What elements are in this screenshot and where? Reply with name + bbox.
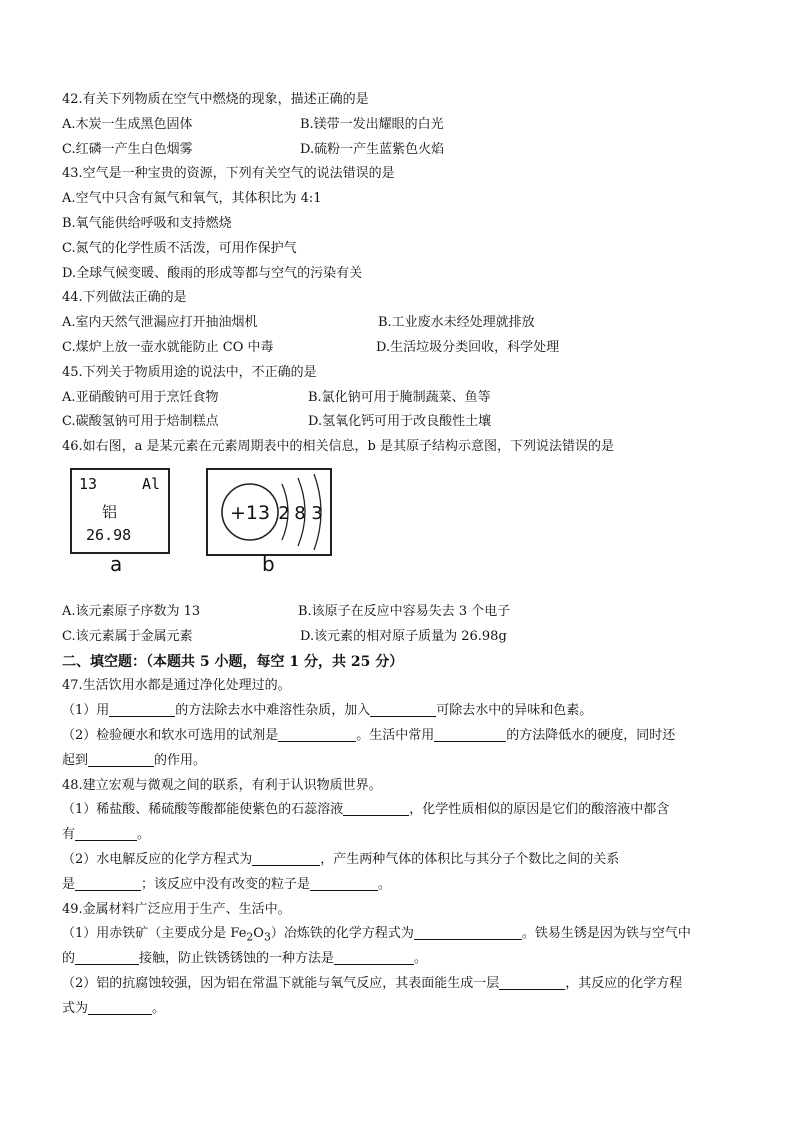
q42-stem: 42.有关下列物质在空气中燃烧的现象，描述正确的是 xyxy=(62,92,369,107)
q46-stem: 46.如右图，a 是某元素在元素周期表中的相关信息，b 是其原子结构示意图，下列说法错误的是 xyxy=(62,439,615,455)
q49-blank-1[interactable] xyxy=(414,923,522,940)
q47-p1-text: 可除去水中的异味和色素。 xyxy=(436,703,593,719)
q43-option-a[interactable]: A.空气中只含有氮气和氧气，其体积比为 4:1 xyxy=(62,191,322,207)
q49-blank-3[interactable] xyxy=(334,948,414,965)
q49-p2-text: （2）铝的抗腐蚀较强，因为铝在常温下就能与氧气反应，其表面能生成一层 xyxy=(62,975,500,991)
q47-p2-text: 的作用。 xyxy=(154,752,207,768)
q49-subscript: 3 xyxy=(263,930,271,944)
q48-p1-text: 有 xyxy=(62,827,76,843)
electron-count-1: 2 xyxy=(278,502,290,524)
q49-part1 xyxy=(62,922,742,947)
q49-p2-text: 式为 xyxy=(62,1000,89,1016)
q46-options-row2 xyxy=(62,625,742,650)
q46-options-row1 xyxy=(62,600,742,625)
q44-option-a[interactable]: A.室内天然气泄漏应打开抽油烟机 xyxy=(62,315,258,331)
q48-p2-text: ，产生两种气体的体积比与其分子个数比之间的关系 xyxy=(320,851,620,867)
q48-blank-3[interactable] xyxy=(252,849,320,866)
q44-stem: 44.下列做法正确的是 xyxy=(62,290,187,306)
figure-label-a: a xyxy=(110,551,123,576)
q48-p1-text: （1）稀盐酸、稀硫酸等酸都能使紫色的石蕊溶液 xyxy=(62,802,344,818)
q49-p1-text: 。铁易生锈是因为铁与空气中 xyxy=(521,926,691,942)
q48-part1 xyxy=(62,798,742,823)
atomic-number: 13 xyxy=(79,474,98,493)
q49-part1-cont xyxy=(62,947,742,972)
q42-options-row2 xyxy=(62,138,742,163)
q47-p1-text: （1）用 xyxy=(62,703,110,719)
q45-option-d[interactable]: D.氢氧化钙可用于改良酸性土壤 xyxy=(308,414,492,430)
q49-p2-text: 。 xyxy=(152,1000,166,1016)
q49-blank-5[interactable] xyxy=(88,998,152,1015)
q48-p2-text: ；该反应中没有改变的粒子是 xyxy=(141,876,311,892)
q47-p2-text: （2）检验硬水和软水可选用的试剂是 xyxy=(62,727,279,743)
exam-page xyxy=(62,88,742,1022)
q48-p2-text: （2）水电解反应的化学方程式为 xyxy=(62,851,253,867)
element-symbol: Al xyxy=(141,474,160,493)
q47-part1 xyxy=(62,699,742,724)
electron-count-3: 3 xyxy=(311,502,323,524)
q47-p1-text: 的方法除去水中难溶性杂质，加入 xyxy=(175,703,371,719)
q49-blank-2[interactable] xyxy=(75,948,139,965)
q47-blank-4[interactable] xyxy=(434,725,506,742)
q44-option-b[interactable]: B.工业废水未经处理就排放 xyxy=(378,315,535,331)
q42-option-a[interactable]: A.木炭一生成黑色固体 xyxy=(62,116,193,132)
q45-options-row2 xyxy=(62,410,742,435)
q47-blank-3[interactable] xyxy=(278,725,356,742)
q45-option-c[interactable]: C.碳酸氢钠可用于焙制糕点 xyxy=(62,414,219,430)
q47-stem: 47.生活饮用水都是通过净化处理过的。 xyxy=(62,678,291,694)
q49-p1-text: O xyxy=(253,926,264,942)
q47-p2-text: 。生活中常用 xyxy=(356,727,435,743)
q49-part2-cont xyxy=(62,997,742,1022)
q43-option-b[interactable]: B.氧气能供给呼吸和支持燃烧 xyxy=(62,215,232,231)
q48-p1-text: ，化学性质相似的原因是它们的酸溶液中都含 xyxy=(409,802,670,818)
q43-stem: 43.空气是一种宝贵的资源，下列有关空气的说法错误的是 xyxy=(62,166,395,182)
q49-p1-text: ）冶炼铁的化学方程式为 xyxy=(270,926,414,942)
atom-structure-svg xyxy=(208,470,330,554)
q47-blank-5[interactable] xyxy=(88,750,154,767)
q49-stem: 49.金属材料广泛应用于生产、生活中。 xyxy=(62,901,291,917)
q49-p1-text: （1）用赤铁矿（主要成分是 Fe xyxy=(62,926,247,942)
q46-option-c[interactable]: C.该元素属于金属元素 xyxy=(62,628,193,644)
q45-option-a[interactable]: A.亚硝酸钠可用于烹饪食物 xyxy=(62,389,219,405)
q48-blank-5[interactable] xyxy=(310,874,378,891)
q49-p2-text: 程 xyxy=(669,975,683,991)
q48-blank-2[interactable] xyxy=(75,824,137,841)
q46-option-d[interactable]: D.该元素的相对原子质量为 26.98g xyxy=(300,628,507,644)
q48-stem: 48.建立宏观与微观之间的联系，有利于认识物质世界。 xyxy=(62,777,382,793)
nucleus-charge: +13 xyxy=(229,501,271,524)
q49-p2-text: ，其反应的化学方 xyxy=(565,975,670,991)
q46-option-a[interactable]: A.该元素原子序数为 13 xyxy=(62,603,201,619)
q49-p1-text: 的 xyxy=(62,951,76,967)
q48-blank-1[interactable] xyxy=(343,799,409,816)
q48-part2 xyxy=(62,848,742,873)
q42-option-c[interactable]: C.红磷一产生白色烟雾 xyxy=(62,141,193,157)
q49-subscript: 2 xyxy=(246,930,254,944)
q48-p1-text: 。 xyxy=(137,827,151,843)
element-name: 铝 xyxy=(102,502,118,521)
q46-option-b[interactable]: B.该原子在反应中容易失去 3 个电子 xyxy=(298,603,511,619)
q48-blank-4[interactable] xyxy=(75,874,141,891)
section-heading: 二、填空题：（本题共 5 小题，每空 1 分，共 25 分） xyxy=(62,653,404,670)
q46-figure xyxy=(62,460,742,600)
q49-blank-4[interactable] xyxy=(499,973,565,990)
q49-p1-text: 接触，防止铁锈锈蚀的一种方法是 xyxy=(139,951,335,967)
q42-options-row1 xyxy=(62,113,742,138)
q44-options-row2 xyxy=(62,336,742,361)
electron-count-2: 8 xyxy=(294,502,306,524)
q47-part2 xyxy=(62,724,742,749)
atomic-mass: 26.98 xyxy=(86,525,132,544)
q45-options-row1 xyxy=(62,386,742,411)
q47-p2-text: 起到 xyxy=(62,752,89,768)
q47-p2-text: 的方法降低水的硬度，同时还 xyxy=(506,727,676,743)
q44-option-d[interactable]: D.生活垃圾分类回收，科学处理 xyxy=(376,339,560,355)
q48-part2-cont xyxy=(62,873,742,898)
q45-option-b[interactable]: B.氯化钠可用于腌制蔬菜、鱼等 xyxy=(308,389,491,405)
q48-p2-text: 。 xyxy=(378,876,392,892)
periodic-table-cell xyxy=(70,468,170,554)
figure-label-b: b xyxy=(262,551,275,576)
q44-options-row1 xyxy=(62,311,742,336)
q43-option-c[interactable]: C.氮气的化学性质不活泼，可用作保护气 xyxy=(62,240,297,256)
q49-part2 xyxy=(62,972,742,997)
q43-option-d[interactable]: D.全球气候变暖、酸雨的形成等都与空气的污染有关 xyxy=(62,265,363,281)
atom-structure-diagram xyxy=(206,468,332,556)
q45-stem: 45.下列关于物质用途的说法中，不正确的是 xyxy=(62,364,317,380)
q47-part2-cont xyxy=(62,749,742,774)
q48-p2-text: 是 xyxy=(62,876,76,892)
q44-option-c[interactable]: C.煤炉上放一壶水就能防止 CO 中毒 xyxy=(62,339,274,355)
q49-p1-text: 。 xyxy=(414,951,428,967)
q42-option-d[interactable]: D.硫粉一产生蓝紫色火焰 xyxy=(300,141,445,157)
q42-option-b[interactable]: B.镁带一发出耀眼的白光 xyxy=(300,116,444,132)
q47-blank-1[interactable] xyxy=(109,700,175,717)
q48-part1-cont xyxy=(62,823,742,848)
q47-blank-2[interactable] xyxy=(370,700,436,717)
